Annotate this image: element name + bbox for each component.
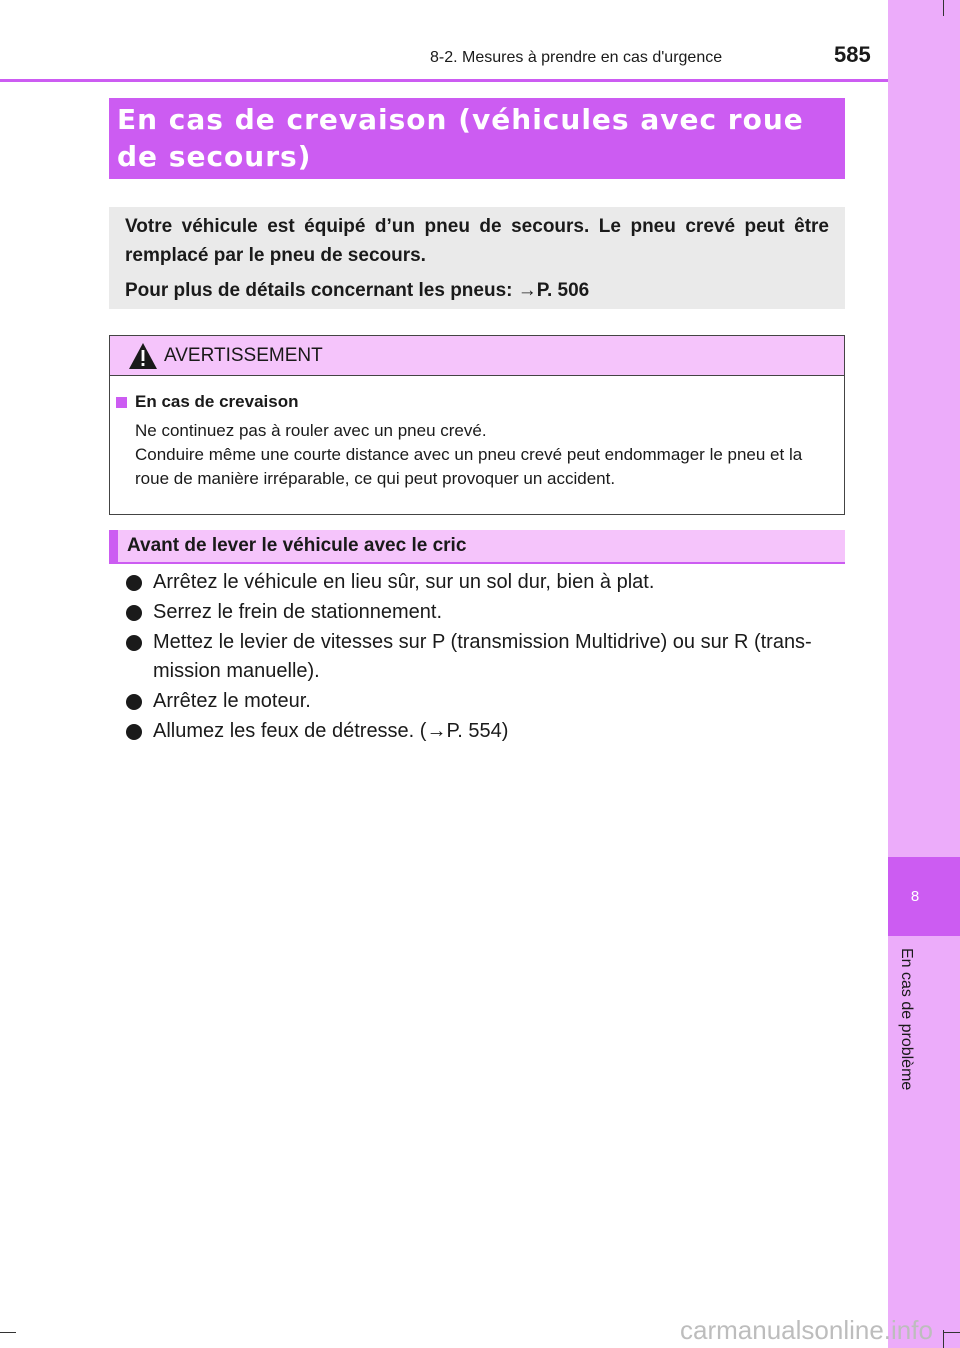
bullet-icon <box>126 694 142 710</box>
title-banner <box>109 98 845 179</box>
subsection-title: Avant de lever le véhicule avec le cric <box>127 535 467 556</box>
bullet-icon <box>126 575 142 591</box>
intro-reference: Pour plus de détails concernant les pneus: →P. 506 <box>125 280 590 301</box>
warning-triangle-icon <box>128 342 158 370</box>
warning-line: Conduire même une courte distance avec un pneu crevé peut endommager le pneu et la roue de manière irréparable, ce qui peut provoquer un accident. <box>135 445 803 488</box>
warning-text <box>116 419 830 491</box>
subsection-heading <box>109 530 845 564</box>
watermark: carmanualsonline.info <box>680 1315 933 1345</box>
crop-mark <box>944 1332 960 1333</box>
warning-box <box>109 335 845 515</box>
crop-mark <box>0 1332 16 1333</box>
list-item: Arrêtez le véhicule en lieu sûr, sur un sol dur, bien à plat. <box>126 568 846 597</box>
page-title: En cas de crevaison (véhicules avec roue de secours) <box>117 103 804 173</box>
page-number: 585 <box>834 42 871 67</box>
warning-line: Ne continuez pas à rouler avec un pneu crevé. <box>135 421 487 440</box>
warning-subheading <box>116 392 830 412</box>
intro-box <box>109 207 845 309</box>
warning-header <box>110 336 844 376</box>
intro-text: Votre véhicule est équipé d’un pneu de secours. Le pneu crevé peut être remplacé par le pneu de secours. <box>125 216 829 266</box>
warning-body <box>110 376 844 491</box>
crop-mark <box>943 0 944 16</box>
warning-heading: AVERTISSEMENT <box>164 344 323 366</box>
list-item: Allumez les feux de détresse. (→P. 554) <box>126 717 846 746</box>
bullet-icon <box>126 724 142 740</box>
bullet-list <box>126 568 846 747</box>
bullet-icon <box>126 635 142 651</box>
chapter-number-tab <box>888 857 960 936</box>
bullet-icon <box>126 605 142 621</box>
side-tab <box>888 0 960 1348</box>
chapter-number: 8 <box>910 888 920 905</box>
warning-subheading-text: En cas de crevaison <box>135 392 299 411</box>
header-rule <box>0 79 888 82</box>
list-item: Mettez le levier de vitesses sur P (transmission Multidrive) ou sur R (trans-mission manuelle). <box>126 628 846 686</box>
chapter-label: En cas de problème <box>898 948 915 1091</box>
list-item: Serrez le frein de stationnement. <box>126 598 846 627</box>
square-bullet-icon <box>116 397 127 408</box>
section-path: 8-2. Mesures à prendre en cas d'urgence <box>430 49 723 66</box>
list-item: Arrêtez le moteur. <box>126 687 846 716</box>
